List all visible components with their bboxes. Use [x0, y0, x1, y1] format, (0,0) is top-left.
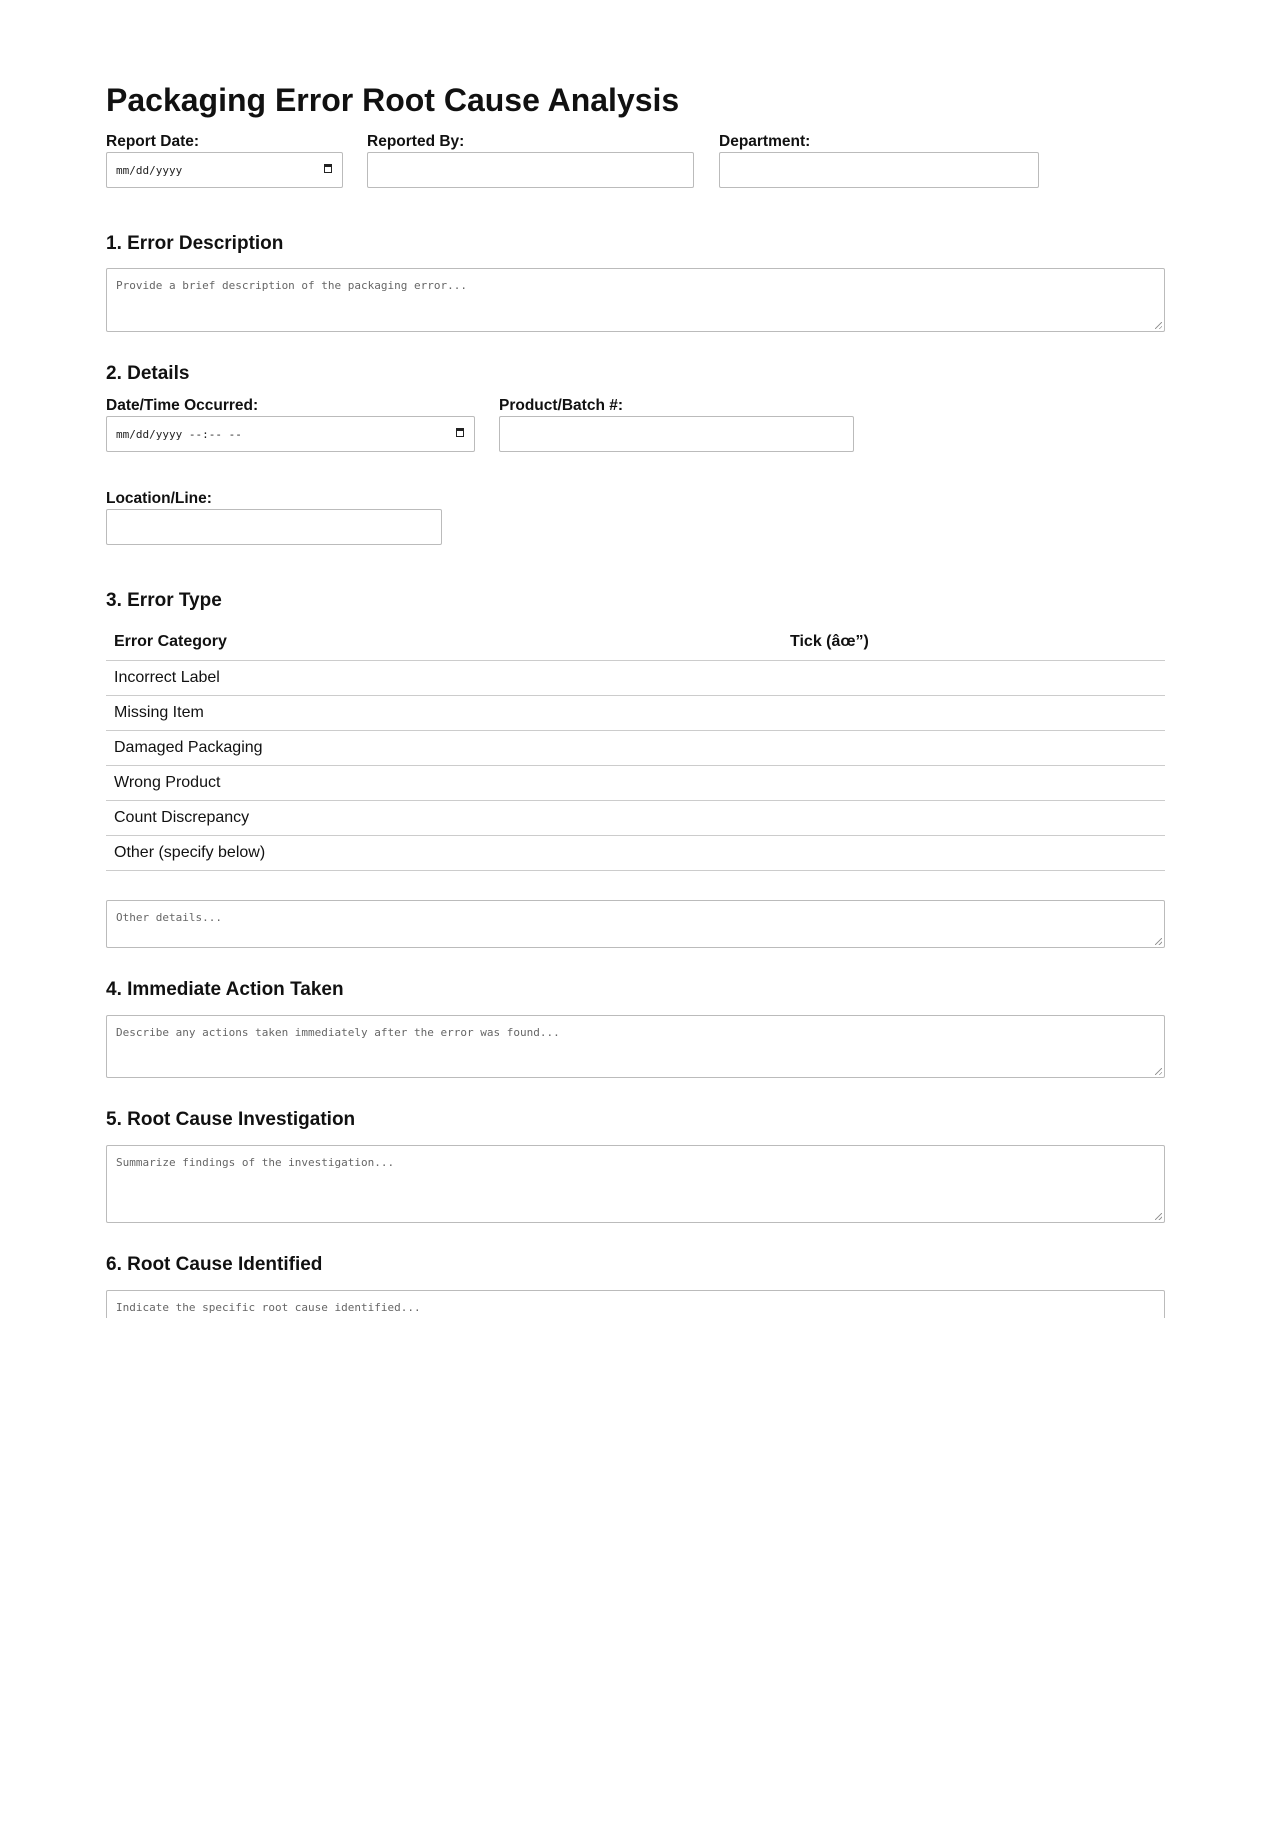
- col-error-category: Error Category: [106, 624, 782, 661]
- location-label: Location/Line:: [106, 490, 212, 507]
- location-input[interactable]: [106, 509, 442, 545]
- department-label: Department:: [719, 133, 811, 150]
- category-cell: Wrong Product: [106, 766, 782, 801]
- department-input[interactable]: [719, 152, 1039, 188]
- category-cell: Incorrect Label: [106, 661, 782, 696]
- calendar-icon[interactable]: [324, 164, 332, 173]
- batch-input[interactable]: [499, 416, 854, 452]
- error-description-textarea[interactable]: [106, 268, 1165, 332]
- table-row: [106, 661, 1165, 696]
- section-root-cause-investigation-title: 5. Root Cause Investigation: [106, 1109, 356, 1130]
- col-tick: Tick (âœ”): [782, 624, 1165, 661]
- tick-cell[interactable]: [782, 801, 1165, 836]
- section-immediate-action-title: 4. Immediate Action Taken: [106, 979, 344, 1000]
- table-row: [106, 731, 1165, 766]
- resize-handle[interactable]: [1155, 938, 1162, 945]
- datetime-label: Date/Time Occurred:: [106, 397, 259, 414]
- tick-cell[interactable]: [782, 836, 1165, 871]
- table-row: [106, 801, 1165, 836]
- immediate-action-textarea[interactable]: [106, 1015, 1165, 1078]
- root-cause-investigation-placeholder: Summarize findings of the investigation...: [116, 1156, 395, 1169]
- datetime-input[interactable]: [106, 416, 475, 452]
- report-date-placeholder: mm/dd/yyyy: [116, 163, 183, 177]
- table-row: [106, 696, 1165, 731]
- section-error-type-title: 3. Error Type: [106, 590, 222, 611]
- tick-cell[interactable]: [782, 696, 1165, 731]
- category-cell: Damaged Packaging: [106, 731, 782, 766]
- root-cause-investigation-textarea[interactable]: [106, 1145, 1165, 1223]
- category-cell: Other (specify below): [106, 836, 782, 871]
- datetime-placeholder: mm/dd/yyyy --:-- --: [116, 427, 242, 441]
- error-type-table: [106, 624, 1165, 871]
- page-title: Packaging Error Root Cause Analysis: [106, 82, 680, 118]
- report-date-label: Report Date:: [106, 133, 200, 150]
- category-cell: Missing Item: [106, 696, 782, 731]
- tick-cell[interactable]: [782, 766, 1165, 801]
- immediate-action-placeholder: Describe any actions taken immediately after the error was found...: [116, 1026, 560, 1039]
- resize-handle[interactable]: [1155, 1213, 1162, 1220]
- reported-by-label: Reported By:: [367, 133, 465, 150]
- table-row: [106, 836, 1165, 871]
- other-details-textarea[interactable]: [106, 900, 1165, 948]
- report-date-input[interactable]: [106, 152, 343, 188]
- table-row: [106, 766, 1165, 801]
- batch-label: Product/Batch #:: [499, 397, 624, 414]
- section-details-title: 2. Details: [106, 363, 190, 384]
- table-header-row: [106, 624, 1165, 661]
- root-cause-identified-placeholder: Indicate the specific root cause identified...: [116, 1301, 421, 1314]
- tick-cell[interactable]: [782, 661, 1165, 696]
- section-error-description-title: 1. Error Description: [106, 233, 284, 254]
- other-details-placeholder: Other details...: [116, 911, 222, 924]
- error-description-placeholder: Provide a brief description of the packaging error...: [116, 279, 467, 292]
- calendar-icon[interactable]: [456, 428, 464, 437]
- section-root-cause-identified-title: 6. Root Cause Identified: [106, 1254, 323, 1275]
- root-cause-identified-textarea[interactable]: [106, 1290, 1165, 1318]
- tick-cell[interactable]: [782, 731, 1165, 766]
- resize-handle[interactable]: [1155, 322, 1162, 329]
- reported-by-input[interactable]: [367, 152, 694, 188]
- resize-handle[interactable]: [1155, 1068, 1162, 1075]
- category-cell: Count Discrepancy: [106, 801, 782, 836]
